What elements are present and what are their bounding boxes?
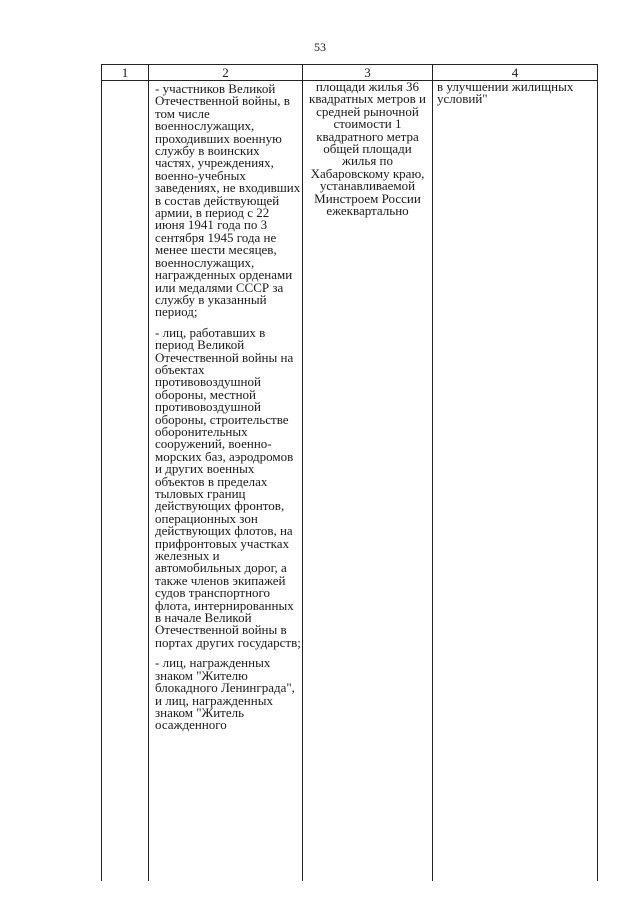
document-table	[101, 64, 598, 881]
column-4-cell	[433, 81, 598, 882]
list-item: - лиц, награжденных знаком "Жителю блокадного Ленинграда", и лиц, награжденных знаком "Житель осажденного	[155, 655, 295, 733]
column-header-3: 3	[303, 65, 433, 81]
column-header-2: 2	[149, 65, 303, 81]
column-1-cell	[102, 81, 149, 882]
col4-text: в улучшении жилищных условий"	[437, 79, 574, 107]
page-number: 53	[314, 40, 326, 54]
col3-text: площади жилья 36 квадратных метров и средней рыночной стоимости 1 квадратного метра общей площади жилья по Хабаровскому краю, устанавливаемой Минстроем России ежеквартально	[309, 79, 426, 219]
column-header-4: 4	[433, 65, 598, 81]
column-3-cell	[303, 81, 433, 882]
column-2-cell	[149, 81, 303, 882]
list-item: - участников Великой Отечественной войны, в том числе военнослужащих, проходивших военную службу в воинских частях, учреждениях, военно-учебных заведениях, не входивших в состав действующей армии, в период с 22 июня 1941 года по 3 сентября 1945 года не менее шести месяцев, военнослужащих, награжденных орденами или медалями СССР за службу в указанный период;	[155, 81, 301, 320]
table-row	[102, 81, 598, 882]
list-item: - лиц, работавших в период Великой Отечественной войны на объектах противовоздушной обороны, местной противовоздушной обороны, строительстве оборонительных сооружений, военно-морских баз, аэродромов и других военных объектов в пределах тыловых границ действующих фронтов, операционных зон действующих флотов, на прифронтовых участках железных и автомобильных дорог, а также членов экипажей судов транспортного флота, интернированных в начале Великой Отечественной войны в портах других государств;	[155, 324, 301, 650]
column-header-1: 1	[102, 65, 149, 81]
